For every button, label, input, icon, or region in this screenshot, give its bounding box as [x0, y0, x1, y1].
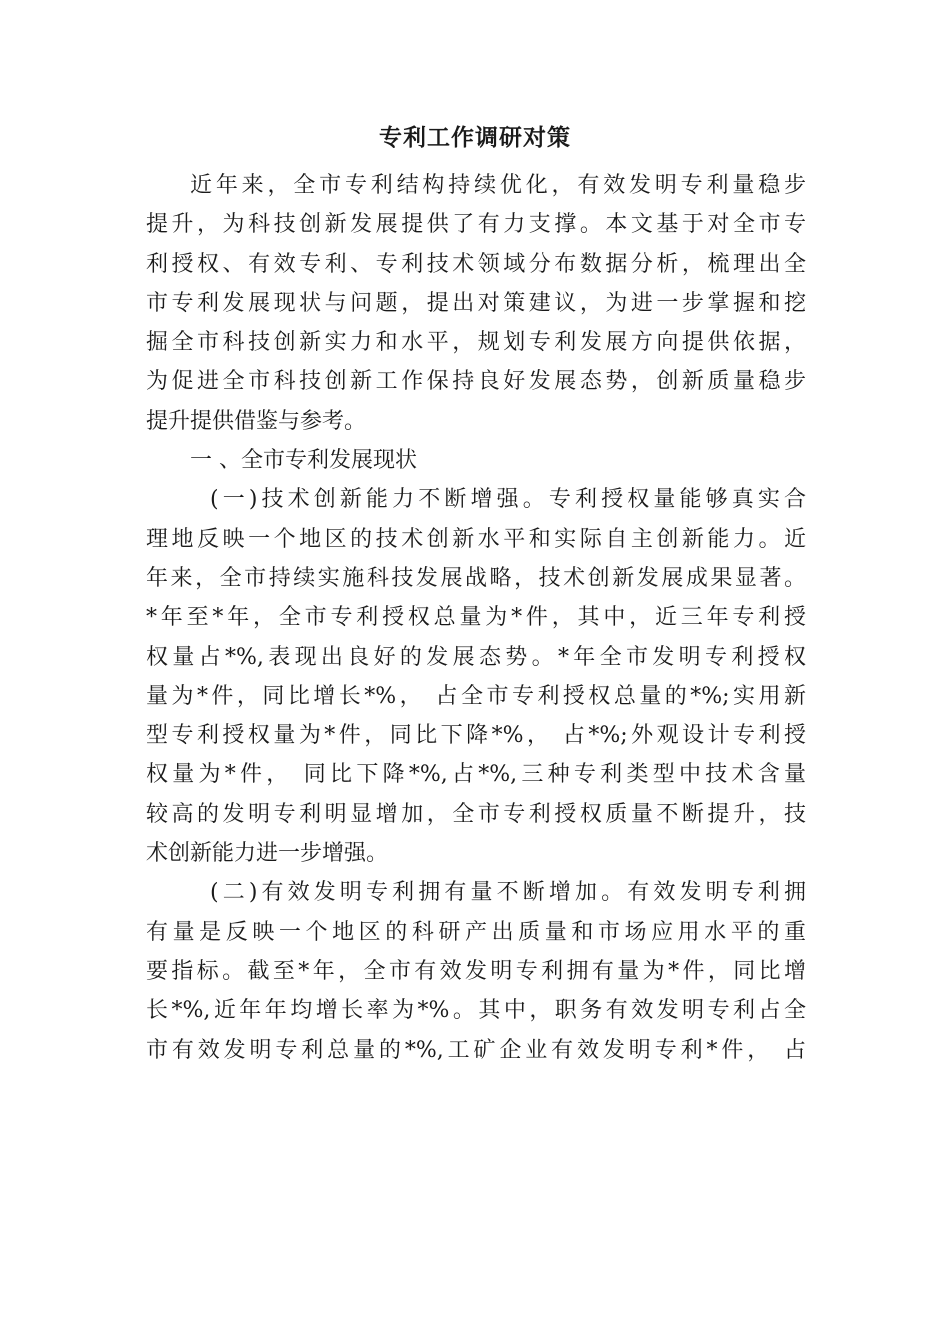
text-line: 市有效发明专利总量的*%,工矿企业有效发明专利*件， 占: [146, 1037, 806, 1063]
section-heading: [146, 441, 806, 480]
text-line: 量为*件，同比增长*%， 占全市专利授权总量的*%;实用新: [146, 683, 806, 709]
text-line: 利授权、有效专利、专利技术领域分布数据分析，梳理出全: [146, 251, 806, 277]
text-line: 理地反映一个地区的技术创新水平和实际自主创新能力。近: [146, 526, 806, 552]
text-line: (二)有效发明专利拥有量不断增加。有效发明专利拥: [210, 880, 806, 906]
text-line: 提升，为科技创新发展提供了有力支撑。本文基于对全市专: [146, 212, 806, 238]
text-line: 较高的发明专利明显增加，全市专利授权质量不断提升，技: [146, 801, 806, 827]
paragraph-subsection-1: [146, 480, 806, 873]
text-line: 市专利发展现状与问题，提出对策建议，为进一步掌握和挖: [146, 290, 806, 316]
text-line: 有量是反映一个地区的科研产出质量和市场应用水平的重: [146, 919, 806, 945]
paragraph-subsection-2: [146, 873, 806, 1069]
text-line: 术创新能力进一步增强。: [146, 841, 389, 867]
section-heading-text: 一 、全市专利发展现状: [190, 448, 417, 474]
text-line: 近年来，全市专利结构持续优化，有效发明专利量稳步: [190, 173, 806, 198]
text-line: (一)技术创新能力不断增强。专利授权量能够真实合: [210, 487, 806, 513]
text-line: *年至*年，全市专利授权总量为*件，其中，近三年专利授: [146, 605, 806, 631]
text-line: 为促进全市科技创新工作保持良好发展态势，创新质量稳步: [146, 369, 806, 395]
text-line: 长*%,近年年均增长率为*%。其中，职务有效发明专利占全: [146, 998, 806, 1024]
text-line: 要指标。截至*年，全市有效发明专利拥有量为*件，同比增: [146, 958, 806, 984]
paragraph-intro: [146, 166, 806, 441]
text-line: 年来，全市持续实施科技发展战略，技术创新发展成果显著。: [146, 565, 806, 591]
document-title: 专利工作调研对策: [379, 124, 571, 151]
text-line: 提升提供借鉴与参考。: [146, 408, 367, 434]
text-line: 权量为*件， 同比下降*%,占*%,三种专利类型中技术含量: [146, 762, 806, 788]
text-line: 权量占*%,表现出良好的发展态势。*年全市发明专利授权: [146, 644, 806, 670]
document-body: [146, 166, 806, 1070]
text-line: 型专利授权量为*件，同比下降*%， 占*%;外观设计专利授: [146, 723, 806, 749]
text-line: 掘全市科技创新实力和水平，规划专利发展方向提供依据，: [146, 330, 806, 356]
